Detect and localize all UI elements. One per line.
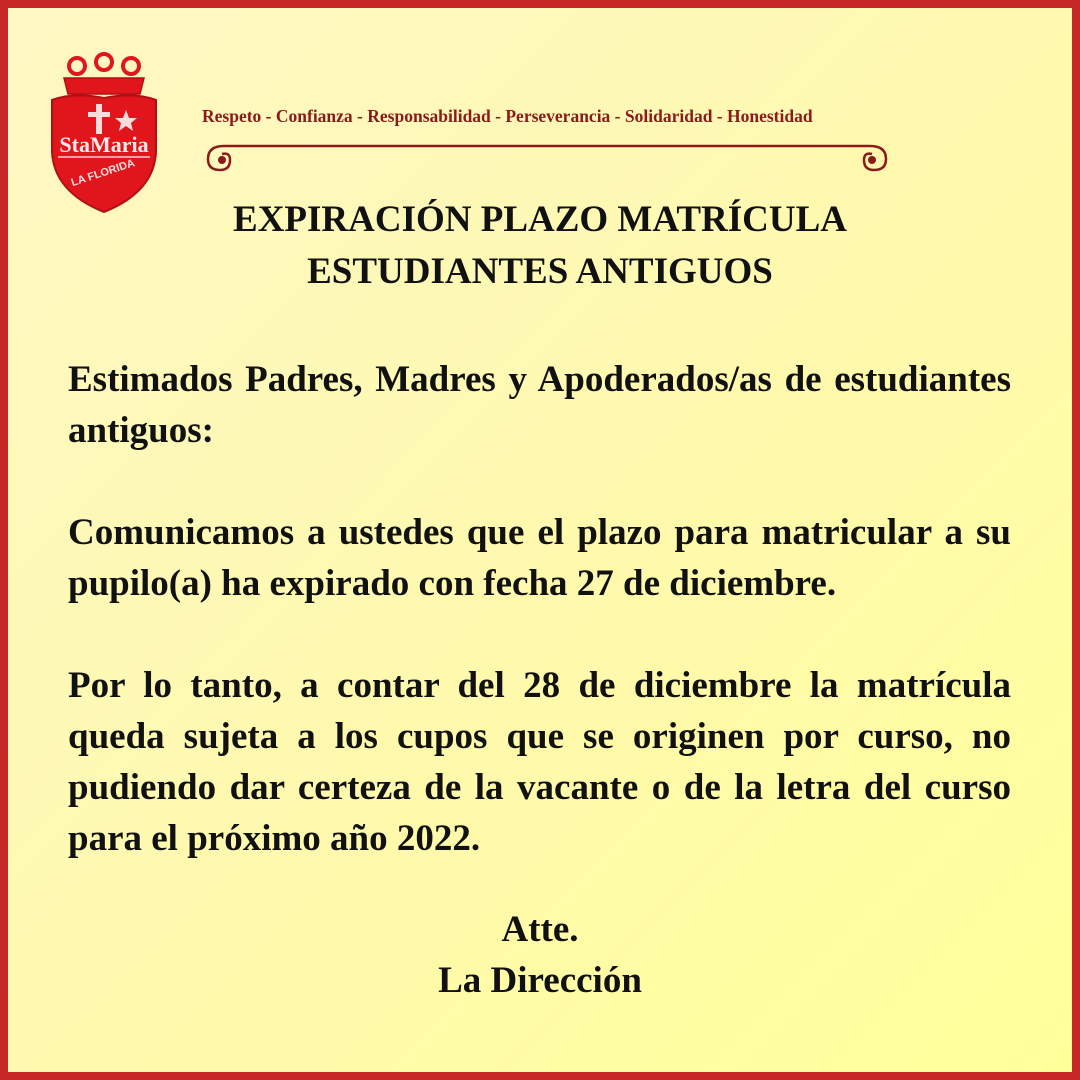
crest-text: StaMaria bbox=[59, 132, 149, 157]
signature-text: La Dirección bbox=[438, 960, 642, 1001]
greeting-paragraph: Estimados Padres, Madres y Apoderados/as de estudiantes antiguos: bbox=[68, 359, 1011, 451]
announcement-body bbox=[68, 354, 1011, 915]
signoff-block bbox=[8, 904, 1072, 1006]
closing-text: Atte. bbox=[501, 909, 579, 950]
crest-subtext: LA FLORIDA bbox=[69, 157, 137, 190]
title-line-2: ESTUDIANTES ANTIGUOS bbox=[307, 251, 773, 292]
enrollment-conditions-paragraph: Por lo tanto, a contar del 28 de diciembre la matrícula queda sujeta a los cupos que se originen por curso, no pudiendo dar certeza de la vacante o de la letra del curso para el próximo año 2022. bbox=[68, 665, 1011, 859]
school-values-line: Respeto - Confianza - Responsabilidad - Perseverancia - Solidaridad - Honestidad bbox=[202, 106, 813, 126]
expiration-paragraph: Comunicamos a ustedes que el plazo para matricular a su pupilo(a) ha expirado con fecha 27 de diciembre. bbox=[68, 512, 1011, 604]
ornamental-divider bbox=[202, 140, 892, 176]
school-crest-logo bbox=[44, 52, 164, 217]
announcement-title bbox=[8, 194, 1072, 298]
title-line-1: EXPIRACIÓN PLAZO MATRÍCULA bbox=[233, 199, 847, 240]
